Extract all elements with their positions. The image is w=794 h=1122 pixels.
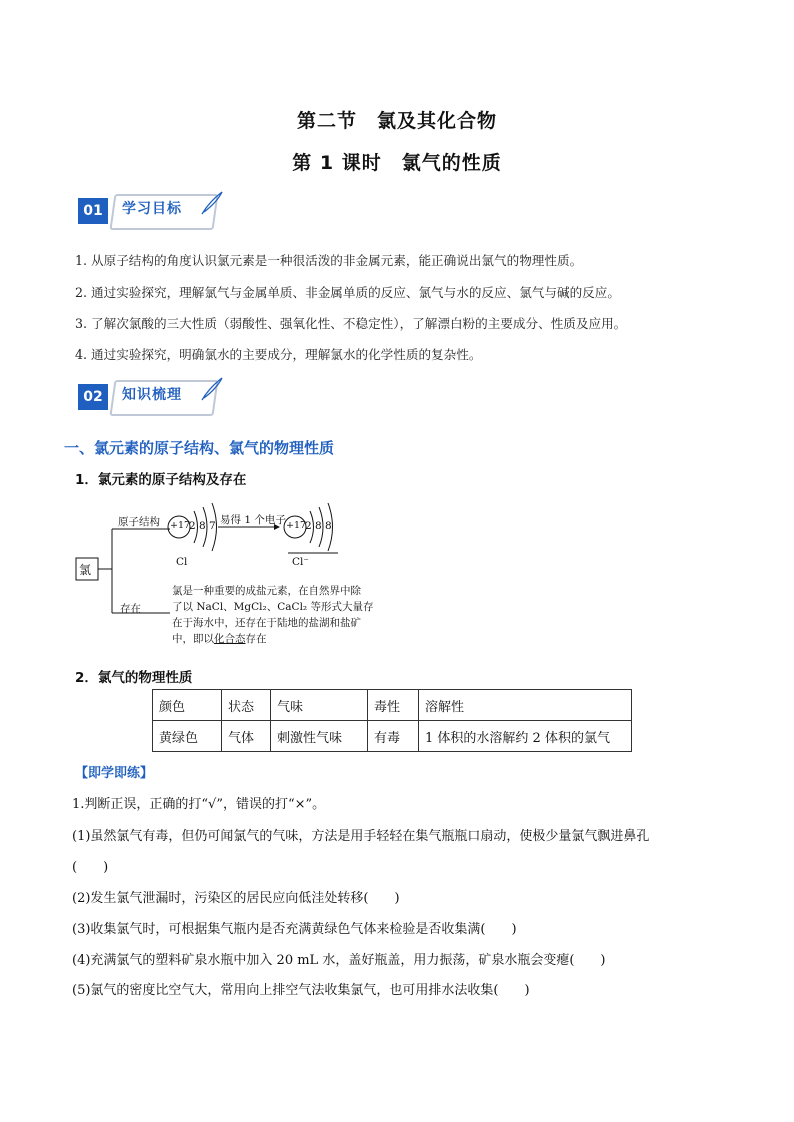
goal-2: 2. 通过实验探究，理解氯气与金属单质、非金属单质的反应、氯气与水的反应、氯气与碱的反应。 <box>75 285 620 300</box>
table-cell: 颜色 <box>153 690 222 721</box>
section-title: 第二节 氯及其化合物 <box>296 110 497 132</box>
existence-text <box>172 583 373 647</box>
atom-nucleus: +17 <box>170 520 191 531</box>
branch-existence-label: 存在 <box>120 603 141 615</box>
table-header-row <box>153 690 632 721</box>
table-cell: 1 体积的水溶解约 2 体积的氯气 <box>419 721 632 752</box>
practice-label: 【即学即练】 <box>75 766 154 781</box>
badge-label: 知识梳理 <box>122 387 182 403</box>
goal-1: 1. 从原子结构的角度认识氯元素是一种很活泼的非金属元素，能正确说出氯气的物理性质。 <box>75 253 583 268</box>
question-5: (5)氯气的密度比空气大，常用向上排空气法收集氯气，也可用排水法收集( ) <box>72 983 530 998</box>
feather-icon <box>198 190 224 216</box>
question-intro: 1.判断正误，正确的打“√”，错误的打“×”。 <box>72 797 326 812</box>
goal-3: 3. 了解次氯酸的三大性质（弱酸性、强氧化性、不稳定性），了解漂白粉的主要成分、性质及应用。 <box>75 316 627 331</box>
table-cell: 黄绿色 <box>153 721 222 752</box>
existence-line: 中，即以化合态存在 <box>172 633 267 645</box>
feather-icon <box>198 376 224 402</box>
ion-nucleus: +17 <box>286 520 307 531</box>
existence-line: 了以 NaCl、MgCl₂、CaCl₂ 等形式大量存 <box>172 601 374 613</box>
goal-4: 4. 通过实验探究，明确氯水的主要成分，理解氯水的化学性质的复杂性。 <box>75 347 482 362</box>
table-cell: 刺激性气味 <box>271 721 368 752</box>
knowledge-badge <box>78 376 228 416</box>
root-label: 氯 <box>79 563 92 577</box>
existence-line: 氯是一种重要的成盐元素，在自然界中除 <box>172 585 361 597</box>
ion-symbol: Cl⁻ <box>292 556 309 568</box>
question-1: (1)虽然氯气有毒，但仍可闻氯气的气味，方法是用手轻轻在集气瓶瓶口扇动，使极少量氯气飘进鼻孔 <box>72 829 650 844</box>
atom-symbol: Cl <box>176 556 188 568</box>
lesson-title: 第 1 课时 氯气的性质 <box>292 152 502 174</box>
underlined-term: 化合态 <box>214 633 246 645</box>
table-cell: 状态 <box>222 690 271 721</box>
arrow-label: 易得 1 个电子 <box>220 514 286 526</box>
question-1-blank: ( ) <box>72 860 109 875</box>
badge-label: 学习目标 <box>122 201 182 217</box>
table-cell: 毒性 <box>368 690 419 721</box>
table-row <box>153 721 632 752</box>
section-heading: 一、氯元素的原子结构、氯气的物理性质 <box>64 439 335 457</box>
branch-structure-label: 原子结构 <box>118 516 160 528</box>
table-cell: 气体 <box>222 721 271 752</box>
properties-table <box>152 689 632 752</box>
badge-number: 02 <box>78 384 108 410</box>
subheading-structure: 1．氯元素的原子结构及存在 <box>75 472 247 488</box>
question-2: (2)发生氯气泄漏时，污染区的居民应向低洼处转移( ) <box>72 891 400 906</box>
subheading-properties: 2．氯气的物理性质 <box>75 670 193 686</box>
question-3: (3)收集氯气时，可根据集气瓶内是否充满黄绿色气体来检验是否收集满( ) <box>72 922 517 937</box>
existence-line: 在于海水中，还存在于陆地的盐湖和盐矿 <box>172 617 361 629</box>
table-cell: 有毒 <box>368 721 419 752</box>
atom-shells: 2 8 7 <box>189 520 216 532</box>
learning-goals-badge <box>78 190 228 230</box>
table-cell: 溶解性 <box>419 690 632 721</box>
question-4: (4)充满氯气的塑料矿泉水瓶中加入 20 mL 水，盖好瓶盖，用力振荡，矿泉水瓶会变瘪( ) <box>72 953 606 968</box>
ion-shells: 2 8 8 <box>305 520 332 532</box>
badge-number: 01 <box>78 198 108 224</box>
table-cell: 气味 <box>271 690 368 721</box>
